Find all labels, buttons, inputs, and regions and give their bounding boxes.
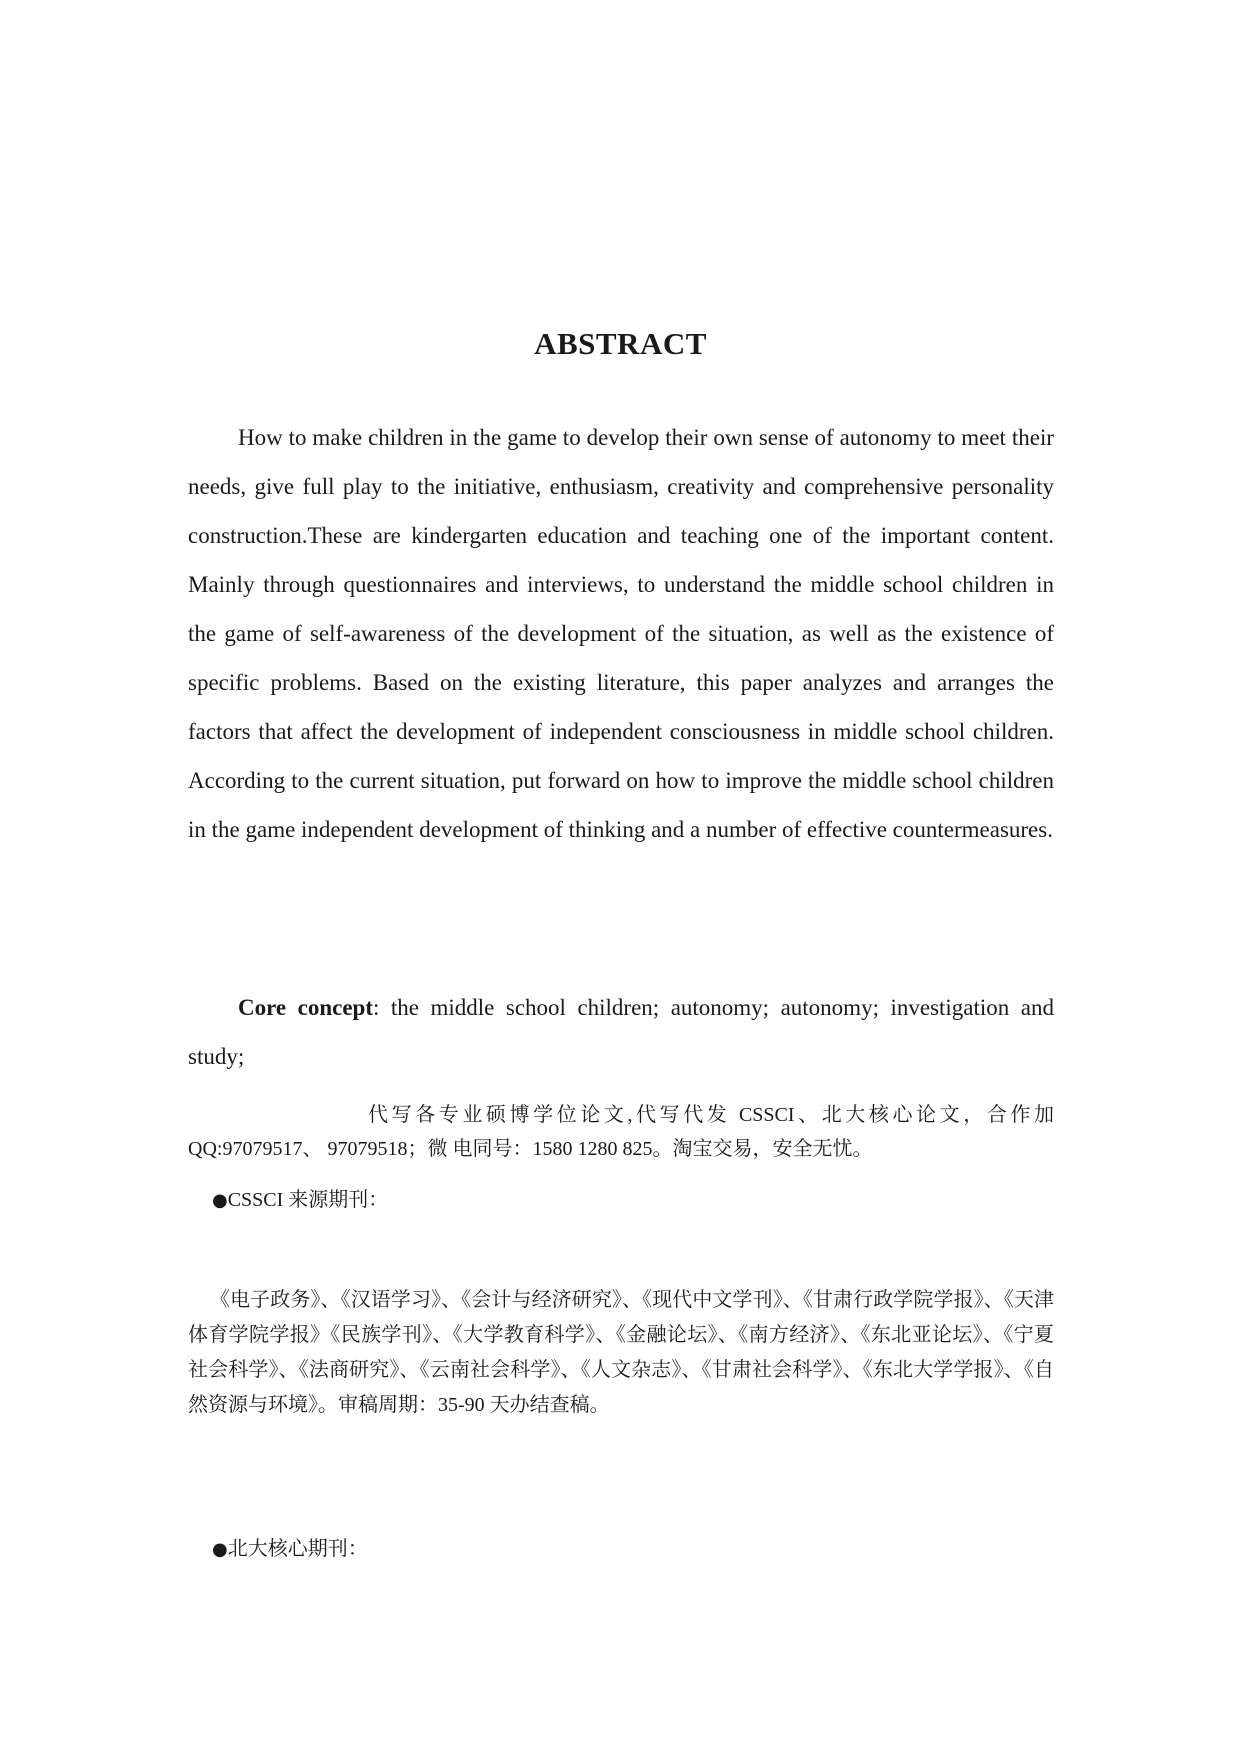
cssci-heading-text: CSSCI 来源期刊： bbox=[227, 1189, 389, 1211]
keywords-label: Core concept bbox=[238, 995, 373, 1020]
cssci-heading bbox=[212, 1186, 388, 1215]
cssci-journal-list: 《电子政务》、《汉语学习》、《会计与经济研究》、《现代中文学刊》、《甘肃行政学院学报》、《天津体育学院学报》《民族学刊》、《大学教育科学》、《金融论坛》、《南方经济》、《东北亚论坛》、《宁夏社会科学》、《法商研究》、《云南社会科学》、《人文杂志》、《甘肃社会科学》、《东北大学学报》、《自然资源与环境》。审稿周期：35-90 天办结查稿。 bbox=[188, 1289, 1054, 1416]
abstract-title: ABSTRACT bbox=[534, 326, 707, 361]
pku-heading bbox=[212, 1535, 368, 1564]
abstract-paragraph: How to make children in the game to develop their own sense of autonomy to meet their needs, give full play to the initiative, enthusiasm, creativity and comprehensive personality construction.These are kindergarten education and teaching one of the important content. Mainly through questionnaires and interviews, to understand the middle school children in the game of self-awareness of the development of the situation, as well as the existence of specific problems. Based on the existing literature, this paper analyzes and arranges the factors that affect the development of independent consciousness in middle school children. According to the current situation, put forward on how to improve the middle school children in the game independent development of thinking and a number of effective countermeasures. bbox=[188, 425, 1054, 842]
keywords-paragraph bbox=[188, 983, 1054, 1081]
ad-paragraph: 代写各专业硕博学位论文,代写代发 CSSCI、北大核心论文，合作加 QQ:97079517、 97079518；微 电同号：1580 1280 825。淘宝交易，安全无忧。 bbox=[188, 1104, 1054, 1160]
bullet-icon: ● bbox=[212, 1190, 228, 1211]
bullet-icon: ● bbox=[212, 1539, 228, 1560]
pku-heading-text: 北大核心期刊： bbox=[227, 1538, 368, 1560]
keywords-text: : the middle school children; autonomy; autonomy; investigation and study; bbox=[188, 995, 1055, 1069]
